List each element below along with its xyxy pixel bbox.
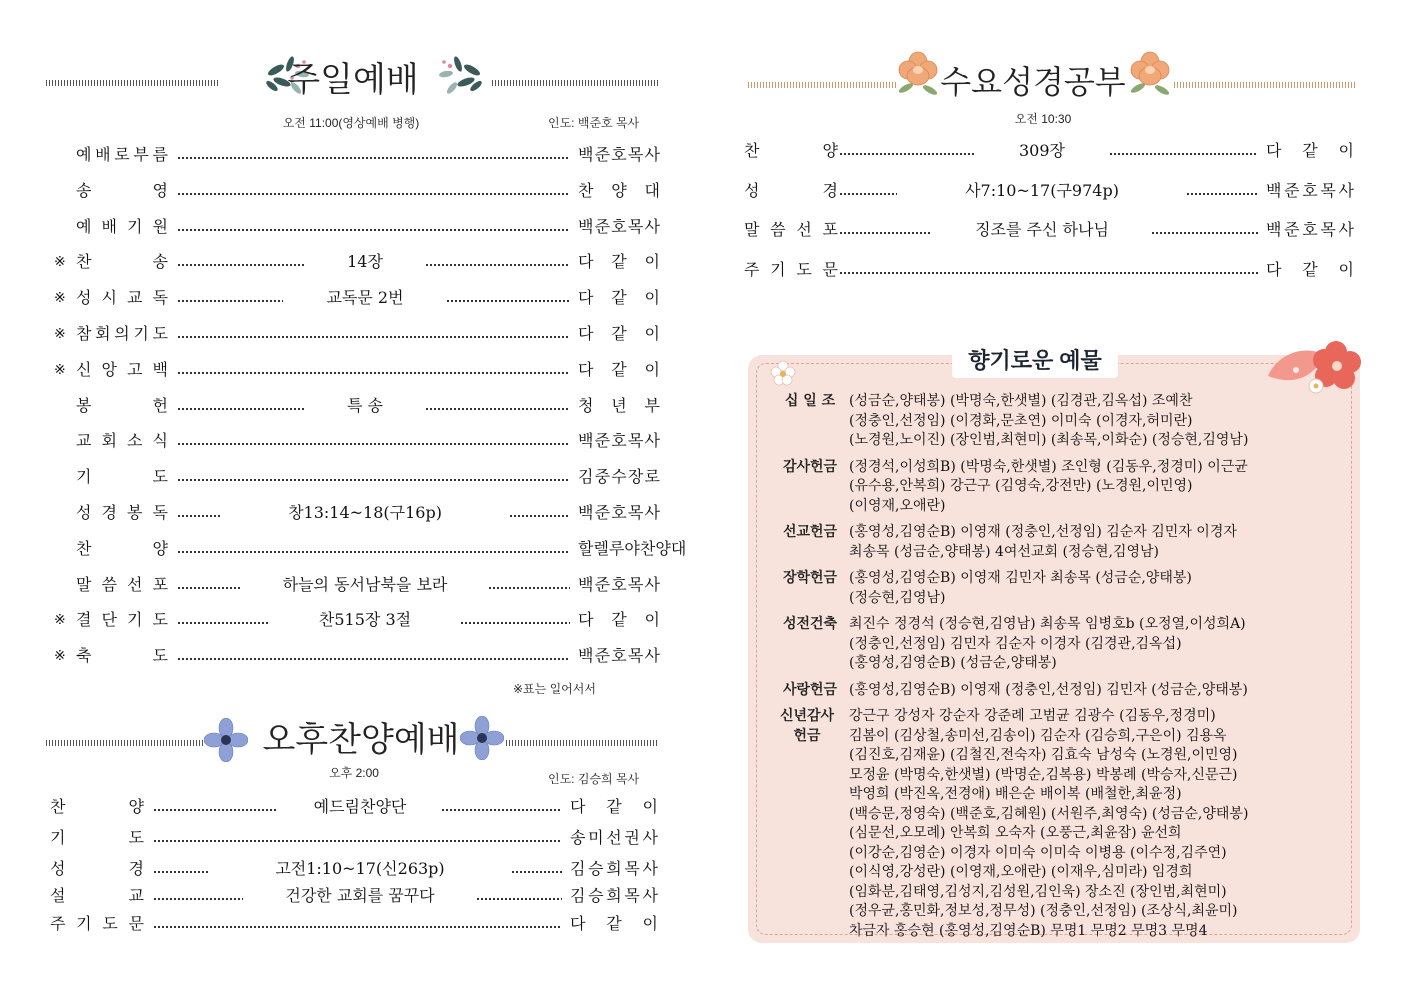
standing-note: ※표는 일어서서	[513, 682, 596, 696]
order-row	[744, 257, 1356, 283]
dotted-leader	[840, 193, 897, 195]
order-row	[50, 536, 687, 562]
offering-line: (홍영성,김영순B) 이영재 (정충인,선정임) 김순자 김민자 이경자	[849, 524, 1237, 540]
order-row	[50, 214, 662, 240]
order-person: 김 승 희 목 사	[570, 859, 658, 878]
order-person: 김 승 희 목 사	[570, 886, 658, 905]
order-row	[50, 794, 662, 820]
divider-line	[748, 82, 896, 88]
dotted-leader	[1110, 153, 1258, 155]
dotted-leader	[178, 157, 570, 159]
order-row	[50, 572, 662, 598]
order-label: 교 회 소 식	[76, 431, 168, 451]
blue-flower-icon	[460, 716, 504, 760]
order-label: 말 씀 선 포	[76, 574, 168, 594]
dotted-leader	[154, 871, 208, 873]
order-row	[50, 911, 662, 937]
leaf-ornament-icon	[430, 52, 486, 102]
offering-line: 모정윤 (박명숙,한샛별) (박명순,김복용) 박봉례 (박승자,신문근)	[849, 766, 1238, 783]
dotted-leader	[178, 229, 570, 231]
offering-line: (유수용,안복희) 강근구 (김영숙,강전만) (노경원,이민영)	[849, 478, 1193, 494]
order-row	[50, 393, 662, 419]
order-row	[50, 464, 662, 490]
offering-names	[849, 707, 1319, 941]
dotted-leader	[447, 300, 570, 302]
divider-line	[1174, 82, 1356, 88]
order-row	[50, 285, 662, 311]
order-row	[50, 825, 662, 851]
dotted-leader	[154, 898, 243, 900]
dotted-leader	[426, 408, 570, 410]
offering-line: (정충인,선정임) 김민자 김순자 이경자 (김경관,김옥섭)	[849, 635, 1182, 652]
order-content: 찬515장 3절	[318, 610, 412, 630]
afternoon-time: 오후 2:00	[329, 766, 379, 780]
dotted-leader	[178, 551, 570, 553]
offering-names	[849, 569, 1319, 608]
order-label: 주 기 도 문	[50, 914, 144, 933]
sunday-title-bar	[46, 60, 658, 100]
coral-flower-icon	[1266, 338, 1362, 400]
order-row	[50, 500, 662, 526]
order-row	[50, 178, 662, 204]
offering-category: 신년감사 헌금	[779, 708, 835, 744]
order-label: 예 배 로 부 름	[76, 145, 168, 164]
divider-line	[46, 80, 218, 86]
dotted-leader	[178, 336, 570, 338]
order-person: 백 준 호 목 사	[1266, 180, 1354, 200]
order-label: 기 도	[76, 467, 168, 487]
offering-names	[849, 523, 1319, 562]
offering-line: 강근구 강성자 강순자 강준례 고범균 김광수 (김동우,정경미)	[849, 708, 1216, 724]
divider-line	[46, 740, 204, 746]
order-content: 14장	[347, 252, 383, 272]
small-flower-icon	[770, 360, 796, 386]
offering-line: (김진호,김재윤) (김철진,전숙자) 김효숙 남성숙 (노경원,이민영)	[849, 747, 1238, 763]
order-label: 신 앙 고 백	[76, 359, 168, 379]
dotted-leader	[477, 898, 562, 900]
order-person: 백 준 호 목 사	[578, 503, 660, 522]
dotted-leader	[510, 515, 570, 517]
order-row	[744, 217, 1356, 243]
offering-line: (홍영성,김영순B) 이영재 김민자 최송목 (성금순,양태봉)	[849, 570, 1192, 586]
offerings-title: 향기로운 예물	[952, 344, 1118, 378]
order-content: 사7:10~17(구974p)	[965, 180, 1119, 200]
order-person: 송 미 선 권 사	[570, 828, 658, 847]
offering-category: 감사헌금	[782, 458, 838, 475]
order-person: 백 준 호 목 사	[578, 145, 660, 164]
offering-line: 김봄이 (김상철,송미선,김송이) 김순자 (김승희,구은이) 김용옥	[849, 727, 1227, 744]
dotted-leader	[178, 443, 570, 445]
order-label: 결 단 기 도	[76, 610, 168, 630]
offering-group	[776, 392, 1336, 451]
stand-mark: ※	[54, 290, 66, 307]
offering-group	[776, 615, 1336, 674]
offering-line: 박영희 (박진옥,전경애) 배은순 배이복 (배철한,최윤정)	[849, 786, 1182, 802]
offering-names	[849, 681, 1319, 701]
wednesday-time: 오전 10:30	[1014, 112, 1072, 126]
order-person: 백 준 호 목 사	[578, 431, 660, 451]
afternoon-leader: 인도: 김승희 목사	[548, 772, 640, 786]
order-content: 특 송	[347, 395, 383, 415]
order-person: 김 중 수 장 로	[578, 467, 660, 487]
offering-line: (이식영,강성란) (이영재,오애란) (이재우,심미라) 임경희	[849, 864, 1193, 880]
stand-mark: ※	[54, 612, 66, 629]
dotted-leader	[1187, 193, 1258, 195]
order-person: 찬 양 대	[578, 180, 660, 200]
blue-flower-icon	[204, 718, 248, 762]
offering-group	[776, 569, 1336, 608]
dotted-leader	[154, 809, 278, 811]
offering-group	[776, 681, 1336, 701]
offering-line: (백승문,정영숙) (백준호,김혜원) (서원주,최영숙) (성금순,양태봉)	[849, 805, 1249, 822]
dotted-leader	[154, 840, 562, 842]
order-row	[744, 178, 1356, 204]
offering-names	[849, 392, 1319, 451]
peach-flower-icon	[896, 50, 940, 100]
order-row	[50, 856, 662, 882]
order-row	[50, 643, 662, 669]
order-person: 다 같 이	[578, 252, 660, 272]
dotted-leader	[178, 264, 304, 266]
order-row	[50, 142, 662, 168]
order-person: 백 준 호 목 사	[1266, 220, 1354, 239]
offering-group	[776, 707, 1336, 941]
order-label: 찬 양	[744, 141, 838, 160]
sunday-time: 오전 11:00(영상예배 병행)	[282, 116, 420, 130]
order-person: 백 준 호 목 사	[578, 216, 660, 236]
offering-line: (정충인,선정임) (이경화,문초연) 이미숙 (이경자,허미란)	[849, 412, 1193, 429]
offering-line: (임화분,김태영,김성지,김성원,김인욱) 장소진 (장인범,최현미)	[849, 883, 1227, 900]
dotted-leader	[154, 926, 562, 928]
order-label: 성 경 봉 독	[76, 503, 168, 522]
order-row	[50, 249, 662, 275]
order-content: 하늘의 동서남북을 보라	[282, 574, 448, 594]
offering-line: 최송목 (성금순,양태봉) 4여선교회 (정승현,김영남)	[849, 543, 1159, 560]
dotted-leader	[178, 479, 570, 481]
order-row	[50, 321, 662, 347]
order-content: 건강한 교회를 꿈꾸다	[285, 886, 435, 905]
order-person: 다 같 이	[578, 610, 660, 630]
offering-category: 선교헌금	[782, 524, 838, 540]
order-person: 할 렐 루 야 찬 양 대	[578, 538, 687, 558]
dotted-leader	[461, 622, 570, 624]
order-content: 309장	[1019, 141, 1065, 160]
dotted-leader	[178, 300, 283, 302]
offering-line: (홍영성,김영순B) 이영재 (정충인,선정임) 김민자 (성금순,양태봉)	[849, 681, 1248, 698]
offering-category: 사랑헌금	[782, 681, 838, 698]
offering-line: 최진수 정경석 (정승현,김영남) 최송목 임병호b (오정열,이성희A)	[849, 616, 1246, 632]
order-label: 참 회 의 기 도	[76, 324, 168, 343]
divider-line	[492, 80, 658, 86]
dotted-leader	[426, 264, 570, 266]
offering-line: (홍영성,김영순B) (성금순,양태봉)	[849, 655, 1057, 671]
dotted-leader	[178, 193, 570, 195]
offering-line: (이영재,오애란)	[849, 497, 946, 514]
peach-flower-icon	[1128, 50, 1172, 100]
wednesday-title: 수요성경공부	[940, 63, 1126, 101]
dotted-leader	[840, 232, 932, 234]
order-label: 말 씀 선 포	[744, 220, 838, 239]
dotted-leader	[840, 153, 974, 155]
sunday-leader: 인도: 백준호 목사	[548, 116, 640, 130]
offering-category: 십 일 조	[784, 393, 836, 409]
dotted-leader	[1152, 232, 1258, 234]
dotted-leader	[512, 871, 562, 873]
order-content: 예드림찬양단	[313, 797, 407, 816]
divider-line	[506, 740, 658, 746]
order-content: 고전1:10~17(신263p)	[275, 859, 445, 878]
order-label: 찬 송	[76, 252, 168, 272]
offering-line: 차금자 홍승현 (홍영성,김영순B) 무명1 무명2 무명3 무명4	[849, 922, 1208, 939]
dotted-leader	[178, 515, 220, 517]
order-row	[744, 138, 1356, 164]
wednesday-title-bar	[748, 62, 1356, 102]
order-label: 주 기 도 문	[744, 259, 838, 279]
order-row	[50, 357, 662, 383]
order-row	[50, 607, 662, 633]
stand-mark: ※	[54, 361, 66, 378]
dotted-leader	[178, 622, 269, 624]
offering-line: (정승현,김영남)	[849, 589, 946, 606]
offering-group	[776, 458, 1336, 517]
order-row	[50, 428, 662, 454]
order-person: 청 년 부	[578, 395, 660, 415]
order-label: 기 도	[50, 828, 144, 847]
dotted-leader	[840, 272, 1258, 274]
order-content: 징조를 주신 하나님	[975, 220, 1109, 239]
order-person: 다 같 이	[1266, 259, 1354, 279]
order-label: 찬 양	[76, 538, 168, 558]
order-person: 백 준 호 목 사	[578, 646, 660, 666]
order-label: 봉 헌	[76, 395, 168, 415]
dotted-leader	[178, 587, 241, 589]
order-person: 다 같 이	[578, 324, 660, 343]
sunday-title: 주일예배	[287, 60, 419, 100]
dotted-leader	[178, 372, 570, 374]
offering-group	[776, 523, 1336, 562]
order-row	[50, 883, 662, 909]
stand-mark: ※	[54, 254, 66, 271]
order-label: 성 경	[50, 859, 144, 878]
offering-line: (성금순,양태봉) (박명숙,한샛별) (김경관,김옥섭) 조예찬	[849, 393, 1193, 409]
order-person: 다 같 이	[570, 914, 658, 933]
order-person: 다 같 이	[578, 359, 660, 379]
order-label: 예 배 기 원	[76, 216, 168, 236]
stand-mark: ※	[54, 326, 66, 342]
afternoon-title-bar	[46, 720, 658, 760]
afternoon-title: 오후찬양예배	[262, 720, 460, 760]
offering-names	[849, 615, 1319, 674]
order-person: 다 같 이	[570, 797, 658, 816]
order-label: 설 교	[50, 886, 144, 905]
order-label: 성 경	[744, 180, 838, 200]
order-label: 송 영	[76, 180, 168, 200]
order-label: 축 도	[76, 646, 168, 666]
stand-mark: ※	[54, 648, 66, 665]
order-content: 창13:14~18(구16p)	[288, 503, 442, 522]
offering-category: 성전건축	[782, 616, 838, 632]
dotted-leader	[442, 809, 562, 811]
order-person: 다 같 이	[1266, 141, 1354, 160]
dotted-leader	[489, 587, 570, 589]
offering-line: (이강순,김영순) 이경자 이미숙 이미숙 이병용 (이수정,김주연)	[849, 844, 1227, 861]
dotted-leader	[178, 658, 570, 660]
offering-line: (정우균,홍민화,정보성,정무성) (정충인,선정임) (조상식,최윤미)	[849, 903, 1238, 919]
offering-line: (정경석,이성희B) (박명숙,한샛별) 조인형 (김동우,정경미) 이근균	[849, 458, 1248, 475]
order-label: 성 시 교 독	[76, 288, 168, 308]
offering-line: (노경원,노이진) (장인범,최현미) (최송목,이화순) (정승현,김영남)	[849, 432, 1249, 448]
offering-category: 장학헌금	[782, 570, 838, 586]
order-content: 교독문 2번	[326, 288, 404, 308]
offering-names	[849, 458, 1319, 517]
dotted-leader	[178, 408, 304, 410]
offering-line: (심문선,오모례) 안복희 오숙자 (오풍근,최윤잠) 윤선희	[849, 825, 1182, 841]
order-person: 백 준 호 목 사	[578, 574, 660, 594]
order-label: 찬 양	[50, 797, 144, 816]
order-person: 다 같 이	[578, 288, 660, 308]
